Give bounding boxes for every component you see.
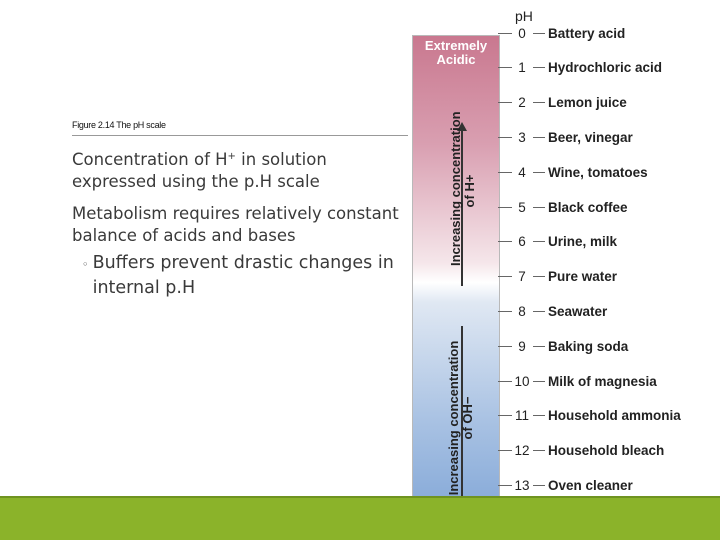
tick-mark bbox=[498, 172, 512, 173]
ph-value: 3 bbox=[518, 129, 526, 145]
tick-mark bbox=[533, 485, 545, 486]
extremely-acidic-line1: Extremely bbox=[424, 38, 488, 53]
ph-example: Battery acid bbox=[548, 25, 626, 41]
ph-value: 0 bbox=[518, 25, 526, 41]
ph-example: Hydrochloric acid bbox=[548, 60, 663, 76]
ph-example: Oven cleaner bbox=[548, 477, 633, 493]
ph-example: Household ammonia bbox=[548, 408, 681, 424]
tick-mark bbox=[533, 415, 545, 416]
tick-mark bbox=[498, 450, 512, 451]
tick-mark bbox=[498, 67, 512, 68]
increasing-oh-label bbox=[447, 313, 477, 523]
ph-row bbox=[498, 234, 617, 250]
tick-mark bbox=[533, 137, 545, 138]
bullet-concentration-pre: Concentration of H bbox=[72, 150, 228, 169]
ph-example: Beer, vinegar bbox=[548, 129, 633, 145]
ph-value: 10 bbox=[514, 373, 530, 389]
ph-value: 6 bbox=[518, 234, 526, 250]
ph-value: 7 bbox=[518, 269, 526, 285]
ph-row bbox=[498, 129, 633, 145]
increasing-oh-line1: Increasing concentration bbox=[446, 340, 461, 496]
tick-mark bbox=[533, 207, 545, 208]
tick-mark bbox=[533, 311, 545, 312]
tick-mark bbox=[533, 381, 545, 382]
increasing-h-label bbox=[448, 111, 479, 266]
tick-mark bbox=[533, 33, 545, 34]
ph-example: Milk of magnesia bbox=[548, 373, 657, 389]
bullet-list bbox=[72, 149, 402, 301]
tick-mark bbox=[498, 102, 512, 103]
tick-mark bbox=[498, 137, 512, 138]
increasing-h-line2: of H+ bbox=[462, 174, 477, 208]
tick-mark bbox=[498, 276, 512, 277]
ph-row bbox=[498, 373, 657, 389]
tick-mark bbox=[498, 33, 512, 34]
extremely-acidic-line2: Acidic bbox=[436, 52, 476, 67]
ph-row bbox=[498, 408, 681, 424]
ph-value: 8 bbox=[518, 303, 526, 319]
ph-value: 13 bbox=[514, 477, 530, 493]
tick-mark bbox=[498, 485, 512, 486]
increasing-h-line1: Increasing concentration bbox=[448, 111, 463, 266]
ph-row bbox=[498, 164, 648, 180]
ph-example: Baking soda bbox=[548, 338, 629, 354]
bullet-metabolism: Metabolism requires relatively constant balance of acids and bases bbox=[72, 204, 399, 245]
ph-example: Pure water bbox=[548, 269, 618, 285]
ph-value: 2 bbox=[518, 95, 526, 111]
tick-mark bbox=[533, 241, 545, 242]
ph-value: 12 bbox=[514, 443, 530, 459]
tick-mark bbox=[533, 67, 545, 68]
tick-mark bbox=[533, 102, 545, 103]
increasing-oh-line2: of OH− bbox=[460, 396, 475, 440]
tick-mark bbox=[498, 207, 512, 208]
tick-mark bbox=[533, 450, 545, 451]
ph-row bbox=[498, 60, 662, 76]
ph-row bbox=[498, 443, 664, 459]
ph-row bbox=[498, 25, 625, 41]
bullet-concentration-post: in solution expressed using the p.H scale bbox=[72, 150, 327, 191]
tick-mark bbox=[533, 346, 545, 347]
sub-bullet-marker: ◦ bbox=[82, 258, 89, 271]
extremely-acidic-label bbox=[413, 39, 499, 67]
tick-mark bbox=[533, 172, 545, 173]
footer-bar bbox=[0, 498, 720, 540]
tick-mark bbox=[498, 415, 512, 416]
ph-row bbox=[498, 303, 607, 319]
ph-value: 11 bbox=[514, 408, 529, 424]
ph-value: 5 bbox=[518, 199, 526, 215]
ph-example: Household bleach bbox=[548, 443, 665, 459]
tick-mark bbox=[498, 381, 512, 382]
ph-row bbox=[498, 95, 627, 111]
ph-example: Lemon juice bbox=[548, 95, 627, 111]
figure-caption: Figure 2.14 The pH scale bbox=[72, 120, 166, 130]
ph-example: Urine, milk bbox=[548, 234, 618, 250]
ph-scale-figure bbox=[408, 0, 698, 540]
tick-mark bbox=[498, 241, 512, 242]
sub-bullet-buffers bbox=[72, 251, 402, 301]
tick-mark bbox=[498, 346, 512, 347]
ph-row bbox=[498, 477, 633, 493]
ph-row bbox=[498, 199, 628, 215]
tick-mark bbox=[498, 311, 512, 312]
ph-row bbox=[498, 338, 628, 354]
tick-mark bbox=[533, 276, 545, 277]
ph-example: Seawater bbox=[548, 303, 608, 319]
caption-divider bbox=[72, 135, 408, 136]
ph-example: Wine, tomatoes bbox=[548, 164, 648, 180]
ph-gradient-bar bbox=[412, 35, 500, 530]
ph-value: 1 bbox=[518, 60, 526, 76]
ph-row bbox=[498, 269, 617, 285]
ph-header: pH bbox=[515, 8, 533, 24]
sub-bullet-buffers-text: Buffers prevent drastic changes in internal p.H bbox=[92, 253, 394, 298]
ph-example: Black coffee bbox=[548, 199, 628, 215]
h-plus-superscript: + bbox=[227, 151, 236, 162]
ph-value: 4 bbox=[518, 164, 526, 180]
bullet-concentration bbox=[72, 149, 402, 193]
ph-value: 9 bbox=[518, 338, 526, 354]
